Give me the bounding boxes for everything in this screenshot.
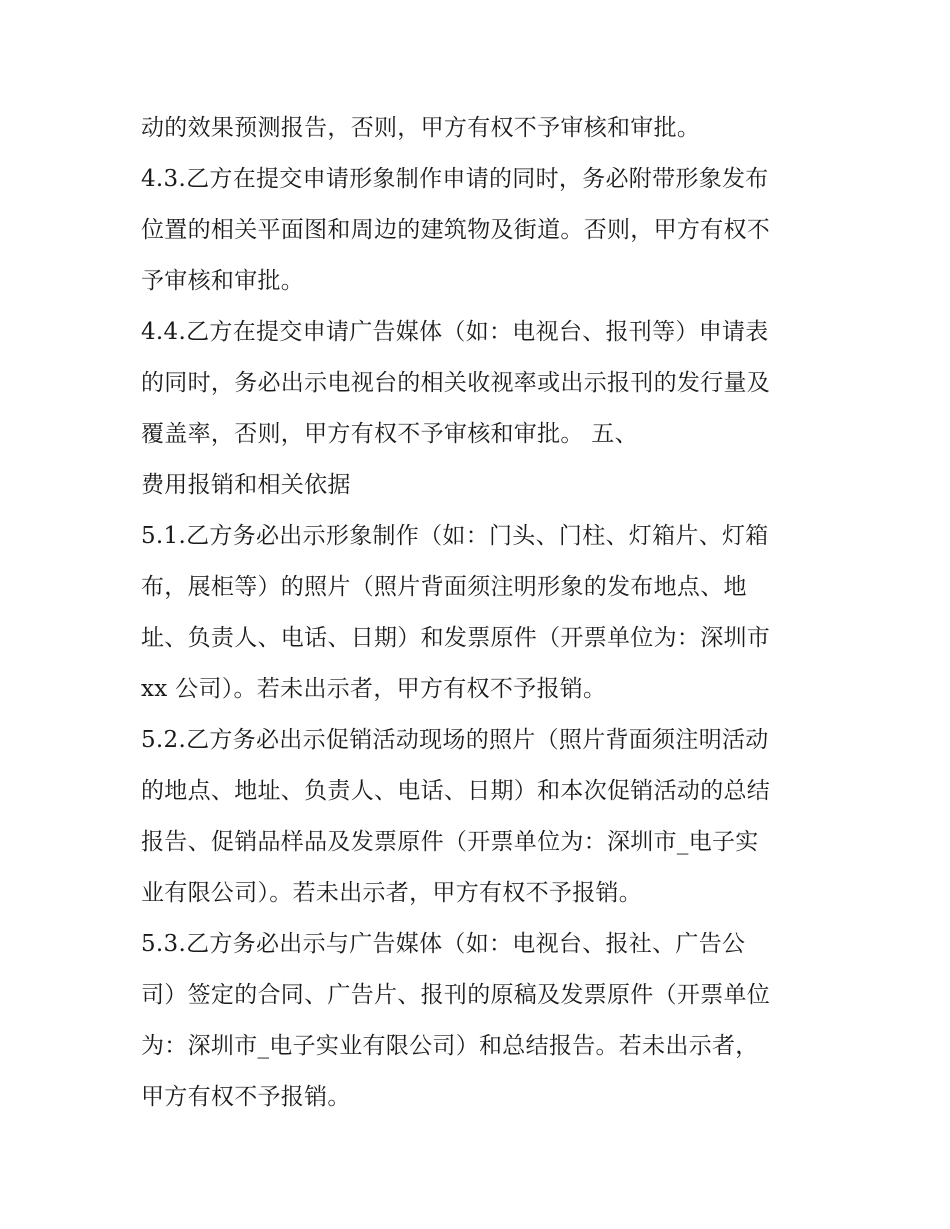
text-line: 4.4.乙方在提交申请广告媒体（如：电视台、报刊等）申请表 (141, 319, 769, 345)
text-line: 的地点、地址、负责人、电话、日期）和本次促销活动的总结 (141, 778, 771, 804)
text-line: 覆盖率，否则，甲方有权不予审核和审批。 五、 (141, 421, 638, 447)
section-heading: 费用报销和相关依据 (141, 472, 351, 498)
text-line: 业有限公司）。若未出示者，甲方有权不予报销。 (141, 880, 643, 906)
text-line: 报告、促销品样品及发票原件（开票单位为：深圳市_电子实 (141, 829, 759, 855)
text-line: 为：深圳市_电子实业有限公司）和总结报告。若未出示者， (141, 1033, 759, 1059)
document-body (141, 103, 841, 1123)
text-line: xx 公司）。若未出示者，甲方有权不予报销。 (141, 676, 607, 702)
text-line: 甲方有权不予报销。 (141, 1084, 351, 1110)
text-line: 布，展柜等）的照片（照片背面须注明形象的发布地点、地 (141, 574, 747, 600)
text-line: 动的效果预测报告，否则，甲方有权不予审核和审批。 (141, 115, 701, 141)
text-line: 予审核和审批。 (141, 268, 305, 294)
text-line: 4.3.乙方在提交申请形象制作申请的同时，务必附带形象发布 (141, 166, 769, 192)
text-line: 司）签定的合同、广告片、报刊的原稿及发票原件（开票单位 (141, 982, 771, 1008)
text-line: 5.2.乙方务必出示促销活动现场的照片（照片背面须注明活动 (141, 727, 769, 753)
text-line: 5.1.乙方务必出示形象制作（如：门头、门柱、灯箱片、灯箱 (141, 523, 769, 549)
text-line: 址、负责人、电话、日期）和发票原件（开票单位为：深圳市 (141, 625, 771, 651)
text-line: 的同时，务必出示电视台的相关收视率或出示报刊的发行量及 (141, 370, 771, 396)
text-line: 位置的相关平面图和周边的建筑物及街道。否则，甲方有权不 (141, 217, 771, 243)
text-line: 5.3.乙方务必出示与广告媒体（如：电视台、报社、广告公 (141, 931, 746, 957)
